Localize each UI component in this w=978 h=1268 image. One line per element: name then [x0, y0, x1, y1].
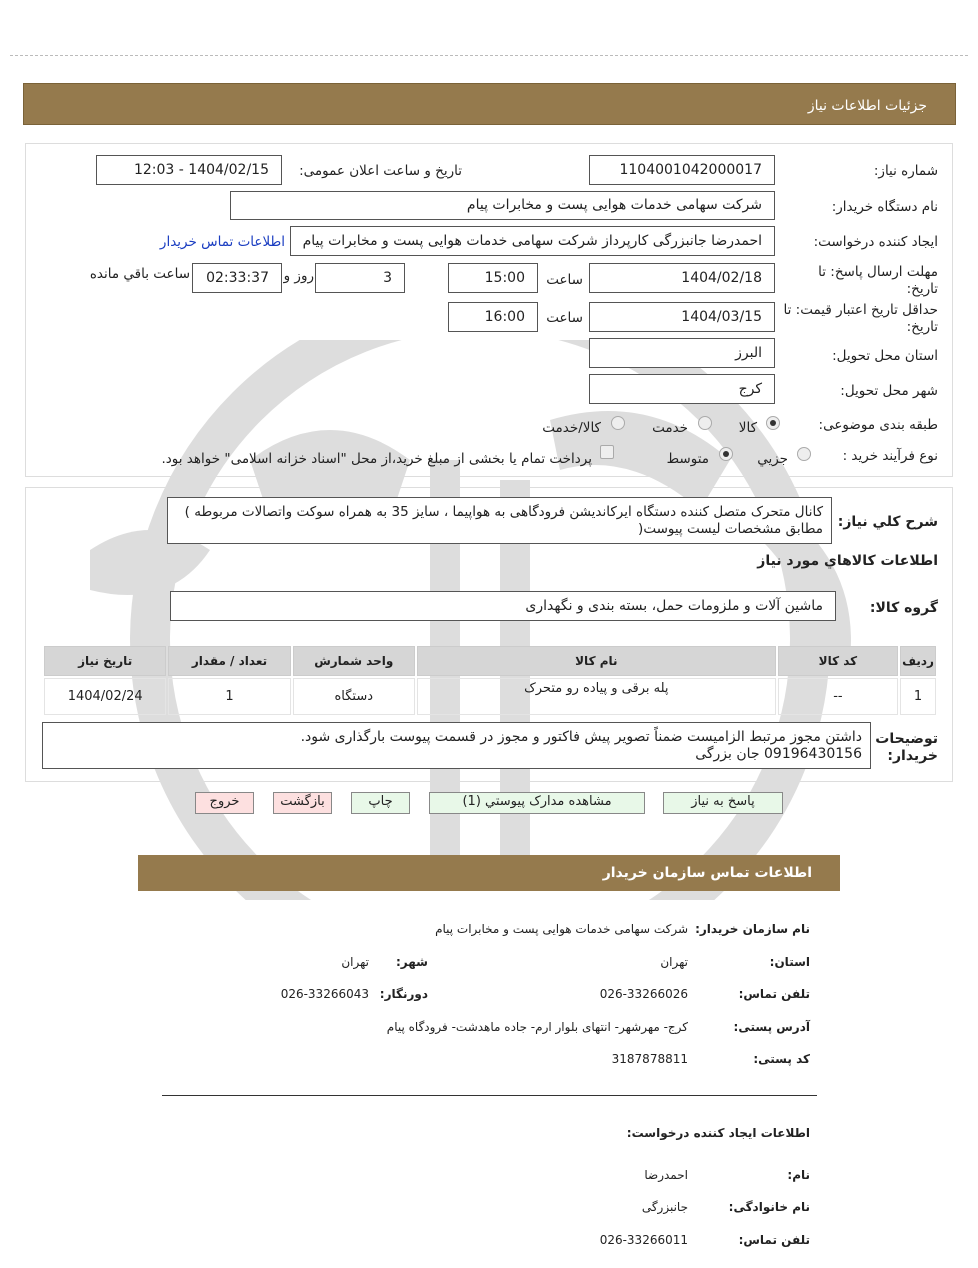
- exit-button[interactable]: خروج: [195, 792, 254, 814]
- contact-divider: [162, 1095, 817, 1096]
- process-label: نوع فرآیند خرید :: [842, 448, 938, 464]
- announce-field: 1404/02/15 - 12:03: [96, 155, 282, 185]
- need-number-label: شماره نیاز:: [873, 163, 938, 179]
- creator-label: ایجاد کننده درخواست:: [813, 234, 938, 250]
- buyer-notes-field: [42, 722, 871, 769]
- col-qty: تعداد / مقدار: [168, 646, 290, 676]
- category-label: طبقه بندی موضوعی:: [818, 417, 938, 433]
- cell-code: --: [778, 678, 898, 715]
- print-button[interactable]: چاپ: [351, 792, 410, 814]
- creator-family-label: نام خانوادگی:: [728, 1200, 810, 1214]
- payment-note: پرداخت تمام یا بخشی از مبلغ خرید،از محل "اسناد خزانه اسلامی" خواهد بود.: [161, 451, 592, 467]
- back-button[interactable]: بازگشت: [273, 792, 332, 814]
- category-service-label: خدمت: [652, 420, 688, 436]
- deadline-time-field: 15:00: [448, 263, 538, 293]
- creator-info-title: اطلاعات ایجاد کننده درخواست:: [626, 1126, 810, 1140]
- goods-info-title: اطلاعات کالاهاي مورد نياز: [757, 553, 938, 569]
- cell-date: 1404/02/24: [44, 678, 166, 715]
- items-table-header: [44, 646, 936, 676]
- items-table: [42, 644, 938, 717]
- city-field: کرج: [589, 374, 775, 404]
- top-divider: [10, 55, 968, 56]
- creator-family-value: جانبزرگی: [641, 1200, 688, 1214]
- postal-code-label: کد پستی:: [753, 1052, 810, 1066]
- province-field: البرز: [589, 338, 775, 368]
- cell-unit: دستگاه: [293, 678, 415, 715]
- process-medium-label: متوسط: [666, 451, 709, 467]
- page-header: [23, 83, 956, 125]
- contact-city-label: شهر:: [396, 955, 428, 969]
- org-name-label: نام سازمان خریدار:: [695, 922, 810, 936]
- col-unit: واحد شمارش: [293, 646, 415, 676]
- org-name-value: شرکت سهامی خدمات هوایی پست و مخابرات پیام: [435, 922, 688, 936]
- contact-province-value: تهران: [660, 955, 688, 969]
- goods-group-field: ماشین آلات و ملزومات حمل، بسته بندی و نگهداری: [170, 591, 836, 621]
- col-date: تاريخ نياز: [44, 646, 166, 676]
- category-both-radio[interactable]: [611, 416, 625, 430]
- view-documents-button[interactable]: مشاهده مدارک پیوستي (1): [429, 792, 645, 814]
- contact-phone-value: 026-33266026: [599, 987, 688, 1001]
- creator-name-value: احمدرضا: [644, 1168, 688, 1182]
- postal-address-value: کرج- مهرشهر- انتهای بلوار ارم- جاده ماهدشت- فرودگاه پیام: [386, 1020, 688, 1034]
- description-label: شرح کلي نياز:: [837, 514, 938, 530]
- category-service-radio[interactable]: [698, 416, 712, 430]
- col-code: کد کالا: [778, 646, 898, 676]
- cell-qty: 1: [168, 678, 290, 715]
- reply-button[interactable]: پاسخ به نیاز: [663, 792, 783, 814]
- creator-name-label: نام:: [787, 1168, 810, 1182]
- category-goods-label: کالا: [738, 420, 757, 436]
- province-label: استان محل تحویل:: [832, 348, 938, 364]
- days-label: روز و: [283, 268, 314, 284]
- page-title: جزئیات اطلاعات نیاز: [807, 98, 927, 114]
- buyer-field: شرکت سهامی خدمات هوایی پست و مخابرات پیام: [230, 191, 775, 220]
- postal-address-label: آدرس پستی:: [733, 1020, 810, 1034]
- contact-city-value: تهران: [341, 955, 369, 969]
- process-partial-radio[interactable]: [797, 447, 811, 461]
- buyer-notes-line1: داشتن مجوز مرتبط الزامیست ضمناً تصویر پیش فاکتور و مجوز در قسمت پیوست بارگذاری شود.: [300, 729, 862, 745]
- cell-name: پله برقی و پیاده رو متحرک: [417, 678, 776, 715]
- buyer-notes-line2: 09196430156 جان بزرگی: [695, 746, 862, 762]
- cell-row: 1: [900, 678, 936, 715]
- validity-date-field: 1404/03/15: [589, 302, 775, 332]
- table-row: [44, 678, 936, 715]
- contact-fax-value: 026-33266043: [280, 987, 369, 1001]
- category-both-label: کالا/خدمت: [542, 420, 601, 436]
- days-field: 3: [315, 263, 405, 293]
- col-name: نام کالا: [417, 646, 776, 676]
- contact-province-label: استان:: [769, 955, 810, 969]
- deadline-date-field: 1404/02/18: [589, 263, 775, 293]
- col-row: رديف: [900, 646, 936, 676]
- category-goods-radio[interactable]: [766, 416, 780, 430]
- validity-label: حداقل تاریخ اعتبار قیمت: تا تاریخ:: [783, 302, 938, 335]
- contact-header: [138, 855, 840, 891]
- buyer-label: نام دستگاه خریدار:: [831, 199, 938, 215]
- buyer-contact-link[interactable]: اطلاعات تماس خریدار: [159, 234, 285, 250]
- goods-group-label: گروه کالا:: [869, 600, 938, 616]
- payment-checkbox[interactable]: [600, 445, 614, 459]
- postal-code-value: 3187878811: [611, 1052, 688, 1066]
- deadline-time-label: ساعت: [546, 272, 583, 288]
- contact-fax-label: دورنگار:: [379, 987, 428, 1001]
- creator-field: احمدرضا جانبزرگی کارپرداز شرکت سهامی خدمات هوایی پست و مخابرات پیام: [290, 226, 775, 256]
- process-medium-radio[interactable]: [719, 447, 733, 461]
- description-field: کانال متحرک متصل کننده دستگاه ایرکاندیشن فرودگاهی به هواپیما ، سایز 35 به همراه سوکت واتصالات مربوطه ) مطابق مشخصات لیست پیوست(: [167, 497, 832, 544]
- contact-title: اطلاعات تماس سازمان خریدار: [602, 865, 812, 881]
- process-partial-label: جزيي: [757, 451, 788, 467]
- need-number-field: 1104001042000017: [589, 155, 775, 185]
- remaining-time-field: 02:33:37: [192, 263, 282, 293]
- validity-time-label: ساعت: [546, 310, 583, 326]
- deadline-label: مهلت ارسال پاسخ: تا تاریخ:: [818, 264, 938, 297]
- city-label: شهر محل تحویل:: [840, 383, 938, 399]
- remaining-label: ساعت باقي مانده: [89, 266, 190, 282]
- creator-phone-value: 026-33266011: [599, 1233, 688, 1247]
- contact-phone-label: تلفن تماس:: [738, 987, 810, 1001]
- buyer-notes-label: توضیحات خریدار:: [875, 731, 938, 764]
- validity-time-field: 16:00: [448, 302, 538, 332]
- announce-label: تاریخ و ساعت اعلان عمومی:: [299, 163, 462, 179]
- creator-phone-label: تلفن تماس:: [738, 1233, 810, 1247]
